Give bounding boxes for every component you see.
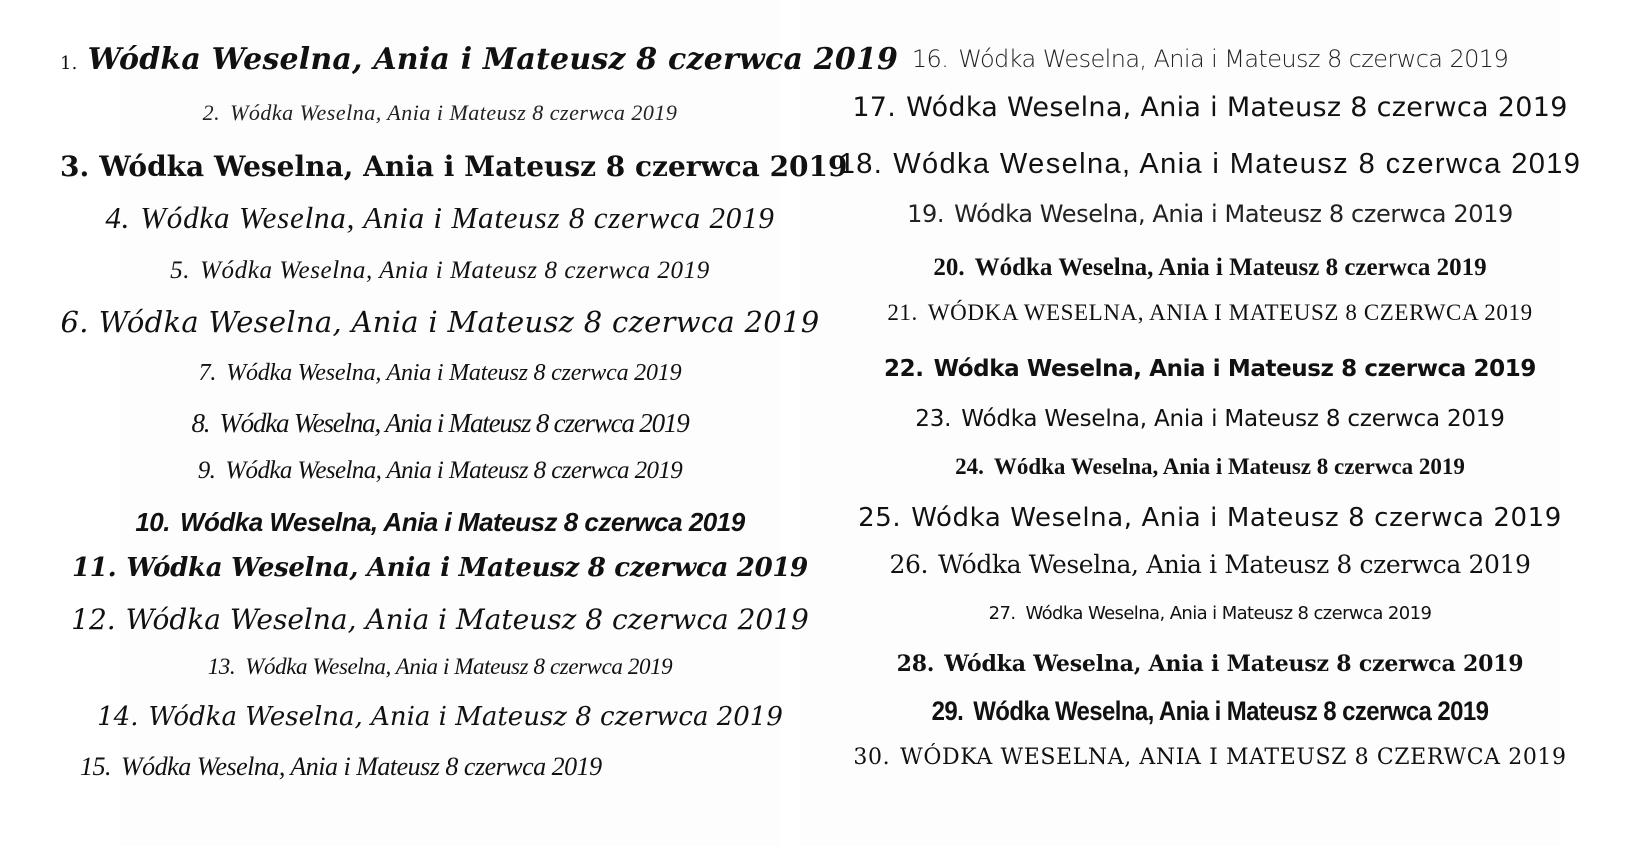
font-sample-13 <box>60 654 820 680</box>
sample-text: Wódka Weselna, Ania i Mateusz 8 czerwca 2019 <box>98 305 820 339</box>
font-sample-23 <box>830 406 1590 432</box>
font-sample-5 <box>60 257 820 285</box>
font-sample-28 <box>830 651 1590 677</box>
font-sample-2 <box>60 100 820 126</box>
sample-text: Wódka Weselna, Ania i Mateusz 8 czerwca 2019 <box>906 92 1568 123</box>
font-sample-17 <box>830 92 1590 123</box>
font-sample-18 <box>830 148 1590 181</box>
sample-text: Wódka Weselna, Ania i Mateusz 8 czerwca 2019 <box>893 148 1582 180</box>
sample-text: Wódka Weselna, Ania i Mateusz 8 czerwca 2019 <box>973 696 1489 727</box>
sample-number: 25. <box>858 503 902 533</box>
sample-text: WÓDKA WESELNA, ANIA I MATEUSZ 8 CZERWCA 2019 <box>900 745 1567 770</box>
font-sample-8 <box>60 408 820 439</box>
font-sample-20 <box>830 254 1590 282</box>
font-sample-9 <box>60 457 820 485</box>
sample-text: Wódka Weselna, Ania i Mateusz 8 czerwca 2019 <box>944 651 1524 677</box>
sample-number: 13. <box>207 654 236 679</box>
font-sample-24 <box>830 454 1590 480</box>
sample-number: 4. <box>105 200 131 235</box>
sample-number: 1. <box>60 53 78 74</box>
font-sample-29 <box>830 696 1590 727</box>
font-sample-4 <box>60 200 820 236</box>
font-sample-11 <box>60 553 820 583</box>
sample-number: 5. <box>170 257 191 284</box>
sample-number: 15. <box>80 752 111 781</box>
sample-text: Wódka Weselna, Ania i Mateusz 8 czerwca 2019 <box>245 654 673 679</box>
font-sample-22 <box>830 356 1590 382</box>
sample-number: 14. <box>97 702 139 732</box>
sample-number: 2. <box>202 100 221 125</box>
sample-number: 26. <box>889 550 929 579</box>
sample-text: Wódka Weselna, Ania i Mateusz 8 czerwca 2019 <box>911 503 1562 533</box>
sample-number: 27. <box>988 603 1016 624</box>
font-sample-19 <box>830 200 1590 228</box>
sample-text: Wódka Weselna, Ania i Mateusz 8 czerwca 2019 <box>140 200 775 235</box>
font-sample-15 <box>60 752 840 782</box>
sample-text: Wódka Weselna, Ania i Mateusz 8 czerwca 2019 <box>125 603 809 636</box>
sample-text: Wódka Weselna, Ania i Mateusz 8 czerwca 2019 <box>219 408 689 438</box>
sample-number: 11. <box>72 553 117 583</box>
sample-number: 19. <box>907 200 945 228</box>
font-sample-7 <box>60 360 820 387</box>
font-sample-12 <box>60 603 820 636</box>
sample-text: Wódka Weselna, Ania i Mateusz 8 czerwca 2019 <box>99 150 848 183</box>
sample-number: 18. <box>838 148 884 180</box>
font-sample-25 <box>830 503 1590 533</box>
sample-number: 16. <box>911 45 949 73</box>
sample-number: 22. <box>884 356 924 382</box>
sample-number: 12. <box>71 603 116 636</box>
sample-text: Wódka Weselna, Ania i Mateusz 8 czerwca 2019 <box>954 200 1513 228</box>
sample-number: 23. <box>915 406 952 432</box>
sample-text: Wódka Weselna, Ania i Mateusz 8 czerwca 2019 <box>958 45 1509 73</box>
sample-text: Wódka Weselna, Ania i Mateusz 8 czerwca 2019 <box>1025 603 1432 624</box>
font-sample-14 <box>60 702 820 732</box>
font-sample-6 <box>60 305 820 339</box>
sample-number: 28. <box>896 651 935 677</box>
sample-number: 24. <box>955 454 984 479</box>
sample-number: 20. <box>933 254 965 281</box>
sample-number: 10. <box>135 507 170 537</box>
sample-text: Wódka Weselna, Ania i Mateusz 8 czerwca 2019 <box>148 702 783 732</box>
sample-text: Wódka Weselna, Ania i Mateusz 8 czerwca 2019 <box>230 100 678 125</box>
sample-number: 21. <box>887 300 918 325</box>
sample-text: Wódka Weselna, Ania i Mateusz 8 czerwca 2019 <box>974 254 1487 281</box>
sample-number: 29. <box>931 696 964 727</box>
sample-text: Wódka Weselna, Ania i Mateusz 8 czerwca 2019 <box>933 356 1536 382</box>
sample-text: Wódka Weselna, Ania i Mateusz 8 czerwca 2019 <box>225 457 683 484</box>
font-sample-10 <box>60 507 820 538</box>
font-sample-26 <box>830 550 1590 579</box>
font-sample-30 <box>830 745 1590 770</box>
sample-number: 8. <box>191 408 210 438</box>
sample-number: 6. <box>60 305 89 339</box>
sample-text: Wódka Weselna, Ania i Mateusz 8 czerwca 2019 <box>200 257 710 284</box>
sample-text: Wódka Weselna, Ania i Mateusz 8 czerwca 2019 <box>87 42 899 77</box>
sample-number: 7. <box>198 360 217 386</box>
sample-number: 3. <box>60 150 90 183</box>
sample-number: 9. <box>197 457 216 484</box>
sample-text: Wódka Weselna, Ania i Mateusz 8 czerwca 2019 <box>961 406 1505 432</box>
sample-number: 17. <box>852 92 897 123</box>
sample-text: Wódka Weselna, Ania i Mateusz 8 czerwca 2019 <box>993 454 1465 479</box>
sample-text: Wódka Weselna, Ania i Mateusz 8 czerwca 2019 <box>226 360 682 386</box>
sample-text: Wódka Weselna, Ania i Mateusz 8 czerwca 2019 <box>126 553 808 583</box>
sample-text: Wódka Weselna, Ania i Mateusz 8 czerwca 2019 <box>121 752 602 781</box>
sample-number: 30. <box>853 745 891 770</box>
sample-text: Wódka Weselna, Ania i Mateusz 8 czerwca 2019 <box>938 550 1531 579</box>
sample-text: WÓDKA WESELNA, ANIA I MATEUSZ 8 CZERWCA 2019 <box>927 300 1533 325</box>
font-sample-16 <box>830 45 1590 73</box>
font-sample-1 <box>60 42 899 77</box>
font-sample-3 <box>60 150 848 183</box>
font-sample-27 <box>830 603 1590 624</box>
font-sample-21 <box>830 300 1590 326</box>
sample-text: Wódka Weselna, Ania i Mateusz 8 czerwca 2019 <box>179 507 745 537</box>
